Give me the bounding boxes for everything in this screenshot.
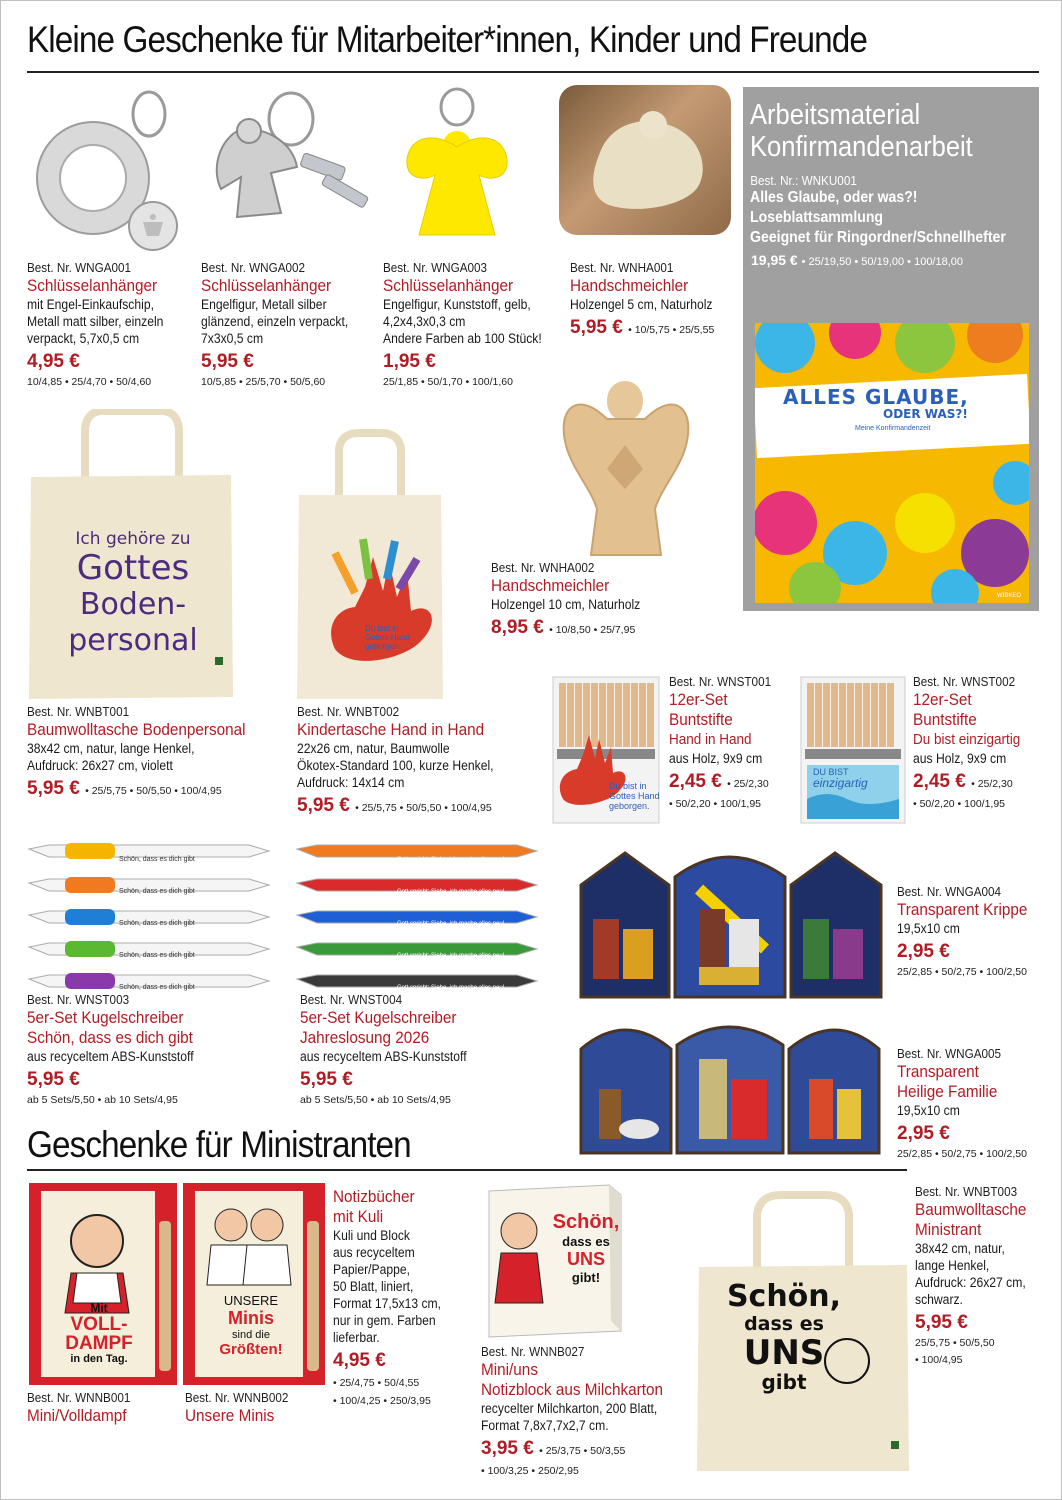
product-price-line xyxy=(481,1437,683,1463)
product-price: 2,95 € xyxy=(897,1123,950,1144)
product-wnnb001 xyxy=(27,1389,142,1426)
product-desc-line: Papier/Pappe, xyxy=(333,1262,411,1277)
print-line: Gott spricht: Siehe, ich mache alles neu! xyxy=(397,921,505,927)
product-desc-line: schwarz. xyxy=(915,1292,963,1307)
hand-angel-large-image xyxy=(561,359,691,559)
price-tiers: • 10/5,75 • 25/5,55 xyxy=(628,324,715,336)
print-line: dass es xyxy=(562,1234,610,1249)
product-wnst001 xyxy=(669,673,782,813)
product-wnst003 xyxy=(27,991,212,1109)
price-tiers: • 25/5,75 • 50/5,50 • 100/4,95 xyxy=(355,802,492,814)
milk-carton-print xyxy=(549,1211,623,1285)
product-price-line xyxy=(669,770,782,796)
konfi-price: 19,95 € xyxy=(751,252,798,268)
product-desc-line: verpackt, 5,7x0,5 cm xyxy=(27,331,140,346)
product-price: 1,95 € xyxy=(383,351,436,372)
konfi-cover-brand: WIBKEO xyxy=(996,593,1021,599)
notebook-unsere-minis-print xyxy=(203,1293,299,1358)
price-tiers: 10/5,85 • 25/5,70 • 50/5,60 xyxy=(201,376,326,388)
product-desc-line: Andere Farben ab 100 Stück! xyxy=(383,331,542,346)
konfi-name-1: Alles Glaube, oder was?! xyxy=(750,189,918,206)
product-price: 2,95 € xyxy=(897,941,950,962)
tote-hand-print xyxy=(365,624,410,651)
product-name-line: Notizblock aus Milchkarton xyxy=(481,1380,663,1399)
product-name-line: Hand in Hand xyxy=(669,731,752,748)
product-desc-line: Engelfigur, Kunststoff, gelb, xyxy=(383,297,531,312)
product-name: Schlüsselanhänger xyxy=(201,276,332,295)
print-line: Gottes Hand xyxy=(365,633,410,642)
product-desc-line: 38x42 cm, natur, lange Henkel, xyxy=(27,741,195,756)
pencil-set-hand-print xyxy=(609,781,660,811)
order-nr: Best. Nr. WNHA002 xyxy=(491,560,595,575)
pencil-set-einzigartig-print xyxy=(813,767,868,789)
order-nr: Best. Nr. WNST003 xyxy=(27,992,130,1007)
product-desc-line: Engelfigur, Metall silber xyxy=(201,297,327,312)
product-wnga004 xyxy=(897,883,1042,981)
konfi-name-2: Loseblattsammlung xyxy=(750,209,884,226)
order-nr: Best. Nr. WNBT001 xyxy=(27,704,130,719)
product-wnnb027 xyxy=(481,1343,683,1480)
product-price-line xyxy=(27,777,270,803)
konfi-cover-title-2: ODER WAS?! xyxy=(883,407,968,421)
print-line: Gott spricht: Siehe, ich mache alles neu! xyxy=(397,889,505,895)
product-price: 5,95 € xyxy=(27,778,80,799)
tote-bodenpersonal-print xyxy=(53,529,213,659)
keyring-angel-metal-image xyxy=(201,89,371,249)
product-wnga005 xyxy=(897,1045,1027,1163)
product-wnbt003 xyxy=(915,1183,1039,1369)
price-tiers: ab 5 Sets/5,50 • ab 10 Sets/4,95 xyxy=(27,1094,178,1106)
product-price: 5,95 € xyxy=(570,317,623,338)
product-desc-line: recycelter Milchkarton, 200 Blatt, xyxy=(481,1401,658,1416)
konfi-cover-subtitle: Meine Konfirmandenzeit xyxy=(855,425,931,432)
print-line: Größten! xyxy=(219,1341,283,1358)
product-desc-line: 19,5x10 cm xyxy=(897,1103,960,1118)
product-desc-line: Aufdruck: 14x14 cm xyxy=(297,775,405,790)
konfi-name-3: Geeignet für Ringordner/Schnellhefter xyxy=(750,229,1006,246)
product-price: 5,95 € xyxy=(27,1069,80,1090)
konfi-cover-title-1: ALLES GLAUBE, xyxy=(783,385,969,409)
order-nr: Best. Nr. WNNB001 xyxy=(27,1390,131,1405)
print-line: sind die xyxy=(232,1329,270,1341)
transparent-krippe-image xyxy=(579,849,885,999)
product-name: Baumwolltasche Bodenpersonal xyxy=(27,720,246,739)
product-name: Handschmeichler xyxy=(491,576,610,595)
order-nr: Best. Nr. WNST002 xyxy=(913,674,1016,689)
order-nr: Best. Nr. WNST004 xyxy=(300,992,403,1007)
product-desc-line: 7x3x0,5 cm xyxy=(201,331,264,346)
order-nr: Best. Nr. WNNB027 xyxy=(481,1344,585,1359)
product-name-line: 5er-Set Kugelschreiber xyxy=(27,1008,184,1027)
product-desc-line: mit Engel-Einkaufschip, xyxy=(27,297,154,312)
price-tiers: • 50/2,20 • 100/1,95 xyxy=(669,798,762,810)
print-line: Schön, dass es dich gibt xyxy=(119,856,195,863)
price-tiers: 10/4,85 • 25/4,70 • 50/4,60 xyxy=(27,376,152,388)
order-nr: Best. Nr. WNBT002 xyxy=(297,704,400,719)
print-line: Gott spricht: Siehe, ich mache alles neu! xyxy=(397,985,505,991)
product-desc-line: aus Holz, 9x9 cm xyxy=(669,751,763,766)
title-rule xyxy=(27,71,1039,73)
print-line: einzigartig xyxy=(813,776,868,790)
print-line: Gottes xyxy=(76,548,190,588)
product-name-line: Jahreslosung 2026 xyxy=(300,1028,430,1047)
product-desc-line: nur in gem. Farben xyxy=(333,1313,436,1328)
product-price: 5,95 € xyxy=(297,795,350,816)
product-wnst002 xyxy=(913,673,1032,813)
product-name-line: Buntstifte xyxy=(913,710,977,729)
order-nr: Best. Nr. WNGA002 xyxy=(201,260,306,275)
product-price-line xyxy=(913,770,1032,796)
print-line: VOLL- xyxy=(70,1314,128,1335)
product-name-line: 12er-Set xyxy=(913,690,972,709)
price-tiers: • 100/3,25 • 250/2,95 xyxy=(481,1465,579,1477)
section-title-ministranten: Geschenke für Ministranten xyxy=(27,1124,411,1165)
order-nr: Best. Nr. WNNB002 xyxy=(185,1390,289,1405)
print-line: Gott spricht: Siehe, ich mache alles neu! xyxy=(397,953,505,959)
pencil-set-einzigartig-image xyxy=(797,669,909,825)
print-line: Schön, dass es dich gibt xyxy=(119,984,195,991)
product-name-line: Schön, dass es dich gibt xyxy=(27,1028,193,1047)
product-desc-line: aus recyceltem ABS-Kunststoff xyxy=(27,1049,194,1064)
print-line: in den Tag. xyxy=(70,1353,128,1365)
product-price-line xyxy=(297,794,515,820)
product-desc-line: Kuli und Block xyxy=(333,1228,411,1243)
product-desc-line: lange Henkel, xyxy=(915,1258,990,1273)
tote-hand-image xyxy=(295,429,445,701)
price-tiers: • 25/2,30 xyxy=(971,778,1013,790)
page-title: Kleine Geschenke für Mitarbeiter*innen, Kinder und Freunde xyxy=(27,19,868,60)
product-price: 4,95 € xyxy=(333,1350,386,1371)
print-line: Mit xyxy=(90,1301,108,1315)
product-desc-line: Holzengel 10 cm, Naturholz xyxy=(491,597,641,612)
price-tiers: ab 5 Sets/5,50 • ab 10 Sets/4,95 xyxy=(300,1094,451,1106)
product-wnst004 xyxy=(300,991,485,1109)
product-desc-line: aus Holz, 9x9 cm xyxy=(913,751,1007,766)
product-wnga003 xyxy=(383,259,559,391)
keyring-angel-yellow-image xyxy=(399,87,519,247)
order-nr: Best. Nr. WNHA001 xyxy=(570,260,674,275)
pen-set-schoen-print xyxy=(119,844,195,1004)
product-price-line xyxy=(491,616,657,642)
product-desc-line: glänzend, einzeln verpackt, xyxy=(201,314,349,329)
product-desc-line: aus recyceltem xyxy=(333,1245,415,1260)
product-desc-line: aus recyceltem ABS-Kunststoff xyxy=(300,1049,467,1064)
print-line: DAMPF xyxy=(65,1333,133,1354)
order-nr: Best. Nr. WNST001 xyxy=(669,674,772,689)
price-tiers: 25/2,85 • 50/2,75 • 100/2,50 xyxy=(897,1148,1027,1160)
print-line: gibt! xyxy=(571,1270,601,1285)
print-line: UNS xyxy=(743,1333,825,1373)
product-name: Schlüsselanhänger xyxy=(383,276,514,295)
product-wnbt002 xyxy=(297,703,515,820)
price-tiers: • 100/4,25 • 250/3,95 xyxy=(333,1395,431,1407)
product-desc-line: lieferbar. xyxy=(333,1330,380,1345)
print-line: Du bist in xyxy=(365,624,399,633)
product-desc-line: 4,2x4,3x0,3 cm xyxy=(383,314,466,329)
product-price: 5,95 € xyxy=(300,1069,353,1090)
order-nr: Best. Nr. WNGA005 xyxy=(897,1046,1002,1061)
tote-ministrant-print xyxy=(719,1281,849,1393)
product-wnga001 xyxy=(27,259,179,391)
product-name-line: Baumwolltasche xyxy=(915,1200,1027,1219)
print-line: UNSERE xyxy=(223,1293,279,1308)
print-line: geborgen. xyxy=(609,801,650,811)
product-desc-line: 38x42 cm, natur, xyxy=(915,1241,1005,1256)
product-name-line: Mini/uns xyxy=(481,1360,538,1379)
print-line: Ich gehöre zu xyxy=(75,529,191,549)
product-wnha001 xyxy=(570,259,728,342)
product-desc-line: Format 17,5x13 cm, xyxy=(333,1296,442,1311)
konfi-order-nr: Best. Nr.: WNKU001 xyxy=(750,173,857,188)
konfi-cover-image xyxy=(755,323,1029,603)
notebook-volldampf-print xyxy=(53,1301,145,1365)
product-wnbt001 xyxy=(27,703,270,803)
product-desc-line: 50 Blatt, liniert, xyxy=(333,1279,414,1294)
pen-set-jahreslosung-print xyxy=(397,844,504,1004)
print-line: personal xyxy=(68,623,198,658)
print-line: gibt xyxy=(761,1370,807,1394)
price-tiers: • 10/8,50 • 25/7,95 xyxy=(549,624,636,636)
product-price: 2,45 € xyxy=(913,771,966,792)
order-nr: Best. Nr. WNGA004 xyxy=(897,884,1002,899)
konfi-material-box xyxy=(743,87,1039,611)
product-price: 5,95 € xyxy=(915,1312,968,1333)
product-price: 4,95 € xyxy=(27,351,80,372)
product-desc-line: Aufdruck: 26x27 cm, violett xyxy=(27,758,173,773)
product-name-line: Notizbücher xyxy=(333,1187,415,1206)
print-line: Boden- xyxy=(79,587,187,622)
product-desc-line: Metall matt silber, einzeln xyxy=(27,314,164,329)
product-notizbuecher xyxy=(333,1187,453,1410)
product-desc-line: 19,5x10 cm xyxy=(897,921,960,936)
product-wnnb002 xyxy=(185,1389,300,1426)
product-name: Unsere Minis xyxy=(185,1406,275,1425)
product-wnga002 xyxy=(201,259,365,391)
product-name-line: Du bist einzigartig xyxy=(913,731,1021,748)
product-name-line: Transparent xyxy=(897,1062,979,1081)
order-nr: Best. Nr. WNGA001 xyxy=(27,260,132,275)
konfi-title-1: Arbeitsmaterial xyxy=(750,99,921,131)
product-desc-line: 22x26 cm, natur, Baumwolle xyxy=(297,741,450,756)
print-line: geborgen. xyxy=(365,642,402,651)
product-desc-line: Ökotex-Standard 100, kurze Henkel, xyxy=(297,758,494,773)
product-name: Schlüsselanhänger xyxy=(27,276,158,295)
price-tiers: 25/2,85 • 50/2,75 • 100/2,50 xyxy=(897,966,1027,978)
product-wnha002 xyxy=(491,559,657,642)
product-price: 3,95 € xyxy=(481,1438,534,1459)
konfi-price-line xyxy=(743,252,1039,268)
product-desc-line: Holzengel 5 cm, Naturholz xyxy=(570,297,713,312)
price-tiers: • 25/5,75 • 50/5,50 • 100/4,95 xyxy=(85,785,222,797)
print-line: Minis xyxy=(227,1308,274,1328)
price-tiers: • 25/2,30 xyxy=(727,778,769,790)
print-line: Schön, dass es dich gibt xyxy=(119,888,195,895)
product-price: 5,95 € xyxy=(201,351,254,372)
print-line: DU BIST xyxy=(813,767,849,777)
print-line: UNS xyxy=(566,1249,605,1269)
print-line: Schön, dass es dich gibt xyxy=(119,952,195,959)
product-desc-line: Format 7,8x7,7x2,7 cm. xyxy=(481,1418,609,1433)
print-line: Schön, dass es dich gibt xyxy=(119,920,195,927)
product-name-line: Heilige Familie xyxy=(897,1082,998,1101)
print-line: Schön, xyxy=(552,1211,620,1233)
konfi-tiers: • 25/19,50 • 50/19,00 • 100/18,00 xyxy=(801,256,964,268)
product-price-line xyxy=(570,316,728,342)
order-nr: Best. Nr. WNGA003 xyxy=(383,260,488,275)
product-desc-line: Aufdruck: 26x27 cm, xyxy=(915,1275,1026,1290)
order-nr: Best. Nr. WNBT003 xyxy=(915,1184,1018,1199)
product-name-line: 5er-Set Kugelschreiber xyxy=(300,1008,457,1027)
price-tiers: • 25/3,75 • 50/3,55 xyxy=(539,1445,626,1457)
konfi-title-2: Konfirmandenarbeit xyxy=(750,131,973,163)
section-rule xyxy=(27,1169,907,1171)
product-price: 8,95 € xyxy=(491,617,544,638)
price-tiers: 25/1,85 • 50/1,70 • 100/1,60 xyxy=(383,376,513,388)
product-name: Handschmeichler xyxy=(570,276,689,295)
price-tiers: • 100/4,95 xyxy=(915,1354,963,1366)
price-tiers: • 25/4,75 • 50/4,55 xyxy=(333,1377,420,1389)
hand-angel-small-image xyxy=(559,85,731,235)
print-line: Gott spricht: Siehe, ich mache alles neu! xyxy=(397,857,505,863)
product-name: Mini/Volldampf xyxy=(27,1406,127,1425)
product-name: Kindertasche Hand in Hand xyxy=(297,720,485,739)
print-line: Gottes Hand xyxy=(609,791,660,801)
price-tiers: • 50/2,20 • 100/1,95 xyxy=(913,798,1006,810)
product-price: 2,45 € xyxy=(669,771,722,792)
price-tiers: 25/5,75 • 50/5,50 xyxy=(915,1337,995,1349)
print-line: Schön, xyxy=(726,1279,842,1314)
print-line: dass es xyxy=(744,1313,824,1335)
product-name-line: Transparent Krippe xyxy=(897,900,1028,919)
product-name-line: Buntstifte xyxy=(669,710,733,729)
product-name-line: mit Kuli xyxy=(333,1207,384,1226)
product-name-line: Ministrant xyxy=(915,1220,982,1239)
keyring-chip-image xyxy=(31,86,191,251)
product-name-line: 12er-Set xyxy=(669,690,728,709)
transparent-heilige-familie-image xyxy=(579,1019,881,1155)
print-line: Du bist in xyxy=(609,781,647,791)
